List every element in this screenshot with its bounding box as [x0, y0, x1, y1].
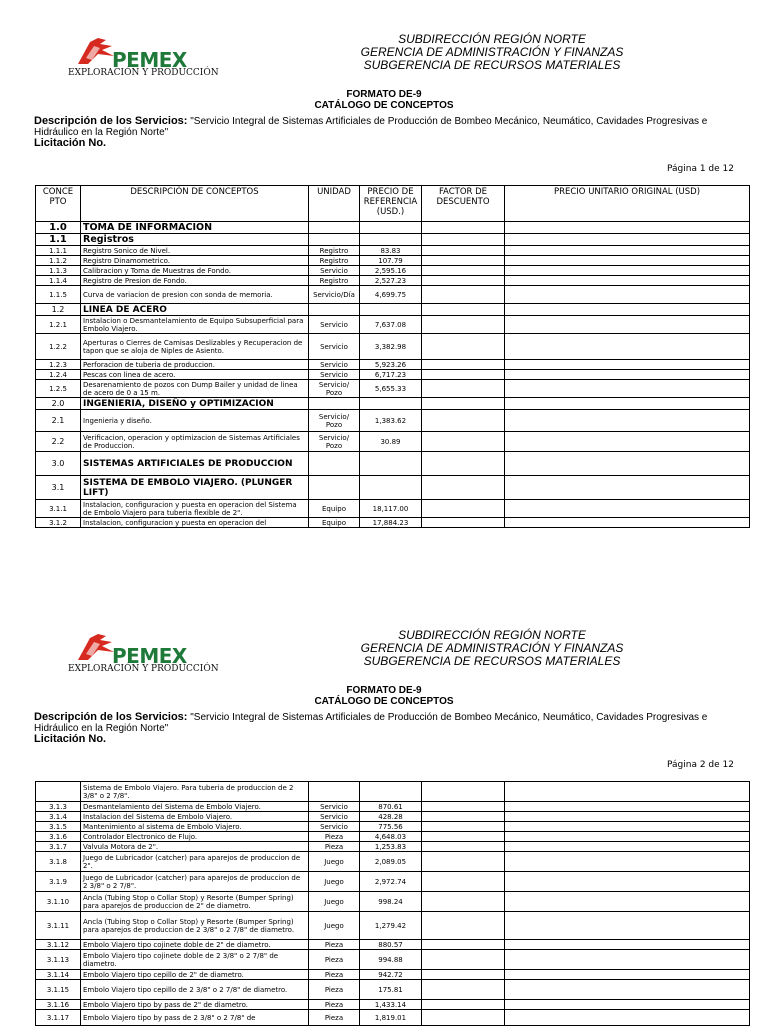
original-price-cell: [505, 256, 750, 266]
concept-unit: [309, 782, 360, 802]
table-row: [36, 1010, 750, 1026]
concept-description: Instalacion del Sistema de Embolo Viajero.: [81, 812, 309, 822]
concept-unit: Servicio: [309, 316, 360, 334]
concept-unit: [309, 476, 360, 500]
concept-description: Embolo Viajero tipo cepillo de 2" de diametro.: [81, 970, 309, 980]
discount-factor-cell: [422, 518, 505, 528]
concept-description: Registro Dinamometrico.: [81, 256, 309, 266]
concept-code: 3.1: [36, 476, 81, 500]
original-price-cell: [505, 452, 750, 476]
pemex-eagle-icon: [76, 632, 116, 662]
table-row: [36, 822, 750, 832]
discount-factor-cell: [422, 950, 505, 970]
table-row: [36, 316, 750, 334]
concept-description: Valvula Motora de 2".: [81, 842, 309, 852]
discount-factor-cell: [422, 304, 505, 316]
discount-factor-cell: [422, 266, 505, 276]
licitacion-label: Licitación No.: [34, 733, 107, 745]
discount-factor-cell: [422, 286, 505, 304]
concept-code: 3.1.8: [36, 852, 81, 872]
table-row: [36, 246, 750, 256]
logo-subtitle: EXPLORACIÓN Y PRODUCCIÓN: [68, 68, 219, 78]
concept-code: 1.1.2: [36, 256, 81, 266]
section-row: [36, 476, 750, 500]
concept-description: Juego de Lubricador (catcher) para aparejos de produccion de 2 3/8" o 2 7/8".: [81, 872, 309, 892]
catalog-title: CATÁLOGO DE CONCEPTOS: [314, 100, 454, 111]
reference-price: 2,527.23: [360, 276, 422, 286]
concept-unit: Registro: [309, 246, 360, 256]
table-body: [36, 782, 750, 1026]
discount-factor-cell: [422, 872, 505, 892]
discount-factor-cell: [422, 234, 505, 246]
col-precio-referencia: PRECIO DE REFERENCIA (USD.): [360, 186, 422, 222]
header-line-1: SUBDIRECCIÓN REGIÓN NORTE: [398, 32, 586, 46]
reference-price: 775.56: [360, 822, 422, 832]
concept-unit: Servicio: [309, 812, 360, 822]
concept-description: Pescas con linea de acero.: [81, 370, 309, 380]
concept-description: Verificacion, operacion y optimizacion de Sistemas Artificiales de Produccion.: [81, 432, 309, 452]
concept-unit: Pieza: [309, 1010, 360, 1026]
concept-description: Instalacion o Desmantelamiento de Equipo Subsuperficial para Embolo Viajero.: [81, 316, 309, 334]
reference-price: 1,279.42: [360, 912, 422, 940]
concept-unit: Registro: [309, 256, 360, 266]
services-description: [34, 712, 734, 745]
concept-description: Instalacion, configuracion y puesta en operacion del: [81, 518, 309, 528]
reference-price: 998.24: [360, 892, 422, 912]
concept-unit: Juego: [309, 912, 360, 940]
concept-code: 1.2.3: [36, 360, 81, 370]
reference-price: 7,637.08: [360, 316, 422, 334]
reference-price: 1,383.62: [360, 410, 422, 432]
original-price-cell: [505, 802, 750, 812]
concept-code: 3.1.10: [36, 892, 81, 912]
concepts-table: [35, 781, 750, 1026]
discount-factor-cell: [422, 380, 505, 398]
pemex-logo: [66, 632, 219, 678]
discount-factor-cell: [422, 410, 505, 432]
concept-code: 3.0: [36, 452, 81, 476]
concept-code: 2.2: [36, 432, 81, 452]
concept-code: 1.2.4: [36, 370, 81, 380]
desc-label: Descripción de los Servicios:: [34, 115, 188, 127]
concept-unit: Servicio/ Pozo: [309, 432, 360, 452]
table-row: [36, 812, 750, 822]
reference-price: 428.28: [360, 812, 422, 822]
concepts-table: [35, 185, 750, 528]
concept-code: 3.1.5: [36, 822, 81, 832]
table-row: [36, 380, 750, 398]
desc-text: "Servicio Integral de Sistemas Artificiales de Producción de Bombeo Mecánico, Neumático, Cavidades Progresivas e Hidráulico en la Región Norte": [34, 712, 708, 734]
original-price-cell: [505, 410, 750, 432]
reference-price: [360, 452, 422, 476]
reference-price: 2,595.16: [360, 266, 422, 276]
table-row: [36, 500, 750, 518]
concept-description: INGENIERIA, DISEÑO y OPTIMIZACION: [81, 398, 309, 410]
concept-unit: Registro: [309, 276, 360, 286]
discount-factor-cell: [422, 980, 505, 1000]
concept-description: Registros: [81, 234, 309, 246]
original-price-cell: [505, 892, 750, 912]
concept-unit: Servicio: [309, 822, 360, 832]
reference-price: 880.57: [360, 940, 422, 950]
reference-price: 942.72: [360, 970, 422, 980]
table-row: [36, 872, 750, 892]
original-price-cell: [505, 842, 750, 852]
original-price-cell: [505, 316, 750, 334]
concept-description: SISTEMA DE EMBOLO VIAJERO. (PLUNGER LIFT): [81, 476, 309, 500]
concept-description: SISTEMAS ARTIFICIALES DE PRODUCCION: [81, 452, 309, 476]
services-description: [34, 116, 734, 149]
concept-unit: Pieza: [309, 950, 360, 970]
reference-price: 18,117.00: [360, 500, 422, 518]
concept-unit: Pieza: [309, 832, 360, 842]
reference-price: [360, 222, 422, 234]
desc-text: "Servicio Integral de Sistemas Artificiales de Producción de Bombeo Mecánico, Neumático, Cavidades Progresivas e Hidráulico en la Región Norte": [34, 116, 708, 138]
table-row: [36, 950, 750, 970]
concept-unit: Pieza: [309, 842, 360, 852]
table-row: [36, 266, 750, 276]
discount-factor-cell: [422, 802, 505, 812]
concept-description: Ancla (Tubing Stop o Collar Stop) y Resorte (Bumper Spring) para aparejos de produccion de 2 3/8" o 2 7/8" de diametro.: [81, 912, 309, 940]
discount-factor-cell: [422, 276, 505, 286]
table-row: [36, 940, 750, 950]
reference-price: 5,655.33: [360, 380, 422, 398]
table-row: [36, 980, 750, 1000]
table-row: [36, 370, 750, 380]
concept-unit: Servicio/ Pozo: [309, 380, 360, 398]
table-row: [36, 912, 750, 940]
reference-price: 175.81: [360, 980, 422, 1000]
concept-unit: Servicio/Día: [309, 286, 360, 304]
table-body: [36, 222, 750, 528]
concept-code: 1.2.5: [36, 380, 81, 398]
concept-description: Embolo Viajero tipo cojinete doble de 2 3/8" o 2 7/8" de diametro.: [81, 950, 309, 970]
reference-price: [360, 476, 422, 500]
concept-description: Registro de Presion de Fondo.: [81, 276, 309, 286]
concept-code: 3.1.1: [36, 500, 81, 518]
table-row: [36, 432, 750, 452]
concept-unit: Servicio: [309, 334, 360, 360]
discount-factor-cell: [422, 812, 505, 822]
logo-brand: PEMEX: [112, 644, 187, 668]
table-row: [36, 286, 750, 304]
concept-unit: Servicio: [309, 802, 360, 812]
concept-description: Embolo Viajero tipo cepillo de 2 3/8" o 2 7/8" de diametro.: [81, 980, 309, 1000]
concept-description: Controlador Electronico de Flujo.: [81, 832, 309, 842]
table-row: [36, 842, 750, 852]
concept-code: 3.1.7: [36, 842, 81, 852]
concept-code: 1.1.1: [36, 246, 81, 256]
table-row: [36, 970, 750, 980]
col-precio-original: PRECIO UNITARIO ORIGINAL (USD): [505, 186, 750, 222]
section-row: [36, 452, 750, 476]
reference-price: [360, 398, 422, 410]
pemex-eagle-icon: [76, 36, 116, 66]
table-header: [36, 186, 750, 222]
reference-price: 17,884.23: [360, 518, 422, 528]
concept-code: 1.1.4: [36, 276, 81, 286]
reference-price: 1,253.83: [360, 842, 422, 852]
reference-price: 994.88: [360, 950, 422, 970]
licitacion-label: Licitación No.: [34, 137, 107, 149]
discount-factor-cell: [422, 782, 505, 802]
original-price-cell: [505, 234, 750, 246]
discount-factor-cell: [422, 256, 505, 266]
original-price-cell: [505, 832, 750, 842]
format-title: [0, 89, 768, 111]
logo-brand: PEMEX: [112, 48, 187, 72]
header-titles: [342, 629, 642, 668]
reference-price: [360, 782, 422, 802]
header-line-3: SUBGERENCIA DE RECURSOS MATERIALES: [363, 58, 621, 72]
concept-description: Sistema de Embolo Viajero. Para tuberia de produccion de 2 3/8" o 2 7/8".: [81, 782, 309, 802]
original-price-cell: [505, 246, 750, 256]
section-row: [36, 304, 750, 316]
reference-price: 4,699.75: [360, 286, 422, 304]
concept-unit: Servicio: [309, 266, 360, 276]
table-row: [36, 892, 750, 912]
reference-price: 6,717.23: [360, 370, 422, 380]
concept-description: Curva de variacion de presion con sonda de memoria.: [81, 286, 309, 304]
section-row: [36, 222, 750, 234]
concept-code: 1.2: [36, 304, 81, 316]
concept-unit: Pieza: [309, 970, 360, 980]
reference-price: 83.83: [360, 246, 422, 256]
discount-factor-cell: [422, 832, 505, 842]
table-row: [36, 782, 750, 802]
concept-description: Calibracion y Toma de Muestras de Fondo.: [81, 266, 309, 276]
col-concepto: CONCE PTO: [36, 186, 81, 222]
page-number: Página 1 de 12: [667, 164, 734, 174]
section-row: [36, 234, 750, 246]
original-price-cell: [505, 518, 750, 528]
concept-description: Instalacion, configuracion y puesta en operacion del Sistema de Embolo Viajero para tuberia flexible de 2".: [81, 500, 309, 518]
reference-price: 30.89: [360, 432, 422, 452]
reference-price: 5,923.26: [360, 360, 422, 370]
original-price-cell: [505, 266, 750, 276]
discount-factor-cell: [422, 432, 505, 452]
concept-code: 3.1.3: [36, 802, 81, 812]
concept-description: Embolo Viajero tipo by pass de 2 3/8" o 2 7/8" de: [81, 1010, 309, 1026]
catalog-title: CATÁLOGO DE CONCEPTOS: [314, 696, 454, 707]
concept-description: Ancla (Tubing Stop o Collar Stop) y Resorte (Bumper Spring) para aparejos de produccion de 2" de diametro.: [81, 892, 309, 912]
discount-factor-cell: [422, 500, 505, 518]
discount-factor-cell: [422, 334, 505, 360]
original-price-cell: [505, 1000, 750, 1010]
discount-factor-cell: [422, 452, 505, 476]
concept-code: [36, 782, 81, 802]
concept-code: 3.1.13: [36, 950, 81, 970]
table-row: [36, 410, 750, 432]
discount-factor-cell: [422, 852, 505, 872]
concept-unit: Pieza: [309, 940, 360, 950]
format-title: [0, 685, 768, 707]
discount-factor-cell: [422, 892, 505, 912]
table-row: [36, 334, 750, 360]
col-unidad: UNIDAD: [309, 186, 360, 222]
reference-price: 2,089.05: [360, 852, 422, 872]
pemex-logo: [66, 36, 219, 82]
discount-factor-cell: [422, 940, 505, 950]
concept-description: Ingenieria y diseño.: [81, 410, 309, 432]
concept-unit: [309, 234, 360, 246]
table-row: [36, 832, 750, 842]
concept-description: Juego de Lubricador (catcher) para aparejos de produccion de 2".: [81, 852, 309, 872]
concept-description: Mantenimiento al sistema de Embolo Viajero.: [81, 822, 309, 832]
concept-unit: Servicio: [309, 370, 360, 380]
concept-code: 3.1.17: [36, 1010, 81, 1026]
concept-unit: [309, 398, 360, 410]
concept-unit: Juego: [309, 892, 360, 912]
col-descripcion: DESCRIPCIÓN DE CONCEPTOS: [81, 186, 309, 222]
concept-code: 1.2.2: [36, 334, 81, 360]
concept-code: 3.1.4: [36, 812, 81, 822]
format-code: FORMATO DE-9: [346, 89, 422, 100]
discount-factor-cell: [422, 398, 505, 410]
original-price-cell: [505, 812, 750, 822]
reference-price: [360, 234, 422, 246]
concept-code: 3.1.15: [36, 980, 81, 1000]
original-price-cell: [505, 398, 750, 410]
col-factor-descuento: FACTOR DE DESCUENTO: [422, 186, 505, 222]
concept-unit: Servicio: [309, 360, 360, 370]
original-price-cell: [505, 822, 750, 832]
concept-description: Desmantelamiento del Sistema de Embolo Viajero.: [81, 802, 309, 812]
header-line-2: GERENCIA DE ADMINISTRACIÓN Y FINANZAS: [360, 45, 624, 59]
original-price-cell: [505, 852, 750, 872]
discount-factor-cell: [422, 222, 505, 234]
concept-description: Embolo Viajero tipo cojinete doble de 2" de diametro.: [81, 940, 309, 950]
table-row: [36, 256, 750, 266]
concept-code: 2.0: [36, 398, 81, 410]
discount-factor-cell: [422, 476, 505, 500]
original-price-cell: [505, 980, 750, 1000]
concept-unit: Juego: [309, 852, 360, 872]
concept-unit: [309, 222, 360, 234]
concept-description: TOMA DE INFORMACION: [81, 222, 309, 234]
concept-code: 1.1.5: [36, 286, 81, 304]
logo-subtitle: EXPLORACIÓN Y PRODUCCIÓN: [68, 664, 219, 674]
concept-code: 1.1.3: [36, 266, 81, 276]
concept-code: 3.1.14: [36, 970, 81, 980]
format-code: FORMATO DE-9: [346, 685, 422, 696]
original-price-cell: [505, 370, 750, 380]
section-row: [36, 398, 750, 410]
concept-code: 2.1: [36, 410, 81, 432]
original-price-cell: [505, 872, 750, 892]
concept-code: 1.1: [36, 234, 81, 246]
concept-unit: Equipo: [309, 518, 360, 528]
concept-code: 3.1.6: [36, 832, 81, 842]
reference-price: 1,433.14: [360, 1000, 422, 1010]
concept-description: Registro Sonico de Nivel.: [81, 246, 309, 256]
original-price-cell: [505, 476, 750, 500]
reference-price: 3,382.98: [360, 334, 422, 360]
original-price-cell: [505, 222, 750, 234]
header-line-1: SUBDIRECCIÓN REGIÓN NORTE: [398, 628, 586, 642]
discount-factor-cell: [422, 360, 505, 370]
discount-factor-cell: [422, 1000, 505, 1010]
original-price-cell: [505, 334, 750, 360]
concept-unit: [309, 452, 360, 476]
concept-description: LINEA DE ACERO: [81, 304, 309, 316]
table-row: [36, 276, 750, 286]
reference-price: 1,819.01: [360, 1010, 422, 1026]
original-price-cell: [505, 276, 750, 286]
original-price-cell: [505, 950, 750, 970]
page-number: Página 2 de 12: [667, 760, 734, 770]
concept-code: 3.1.2: [36, 518, 81, 528]
original-price-cell: [505, 360, 750, 370]
original-price-cell: [505, 912, 750, 940]
concept-description: Perforacion de tuberia de produccion.: [81, 360, 309, 370]
concept-code: 1.2.1: [36, 316, 81, 334]
concept-description: Aperturas o Cierres de Camisas Deslizables y Recuperacion de tapon que se aloja de Niples de Asiento.: [81, 334, 309, 360]
table-row: [36, 852, 750, 872]
reference-price: 2,972.74: [360, 872, 422, 892]
table-row: [36, 360, 750, 370]
concept-unit: [309, 304, 360, 316]
discount-factor-cell: [422, 822, 505, 832]
original-price-cell: [505, 380, 750, 398]
original-price-cell: [505, 432, 750, 452]
concept-code: 3.1.9: [36, 872, 81, 892]
concept-unit: Pieza: [309, 980, 360, 1000]
concept-code: 1.0: [36, 222, 81, 234]
concept-unit: Pieza: [309, 1000, 360, 1010]
concept-code: 3.1.16: [36, 1000, 81, 1010]
reference-price: [360, 304, 422, 316]
table-row: [36, 518, 750, 528]
concept-unit: Equipo: [309, 500, 360, 518]
discount-factor-cell: [422, 370, 505, 380]
discount-factor-cell: [422, 246, 505, 256]
discount-factor-cell: [422, 842, 505, 852]
discount-factor-cell: [422, 1010, 505, 1026]
discount-factor-cell: [422, 316, 505, 334]
concept-description: Desarenamiento de pozos con Dump Bailer y unidad de linea de acero de 0 a 15 m.: [81, 380, 309, 398]
original-price-cell: [505, 304, 750, 316]
original-price-cell: [505, 940, 750, 950]
reference-price: 870.61: [360, 802, 422, 812]
concept-code: 3.1.11: [36, 912, 81, 940]
concept-code: 3.1.12: [36, 940, 81, 950]
original-price-cell: [505, 1010, 750, 1026]
original-price-cell: [505, 782, 750, 802]
header-line-3: SUBGERENCIA DE RECURSOS MATERIALES: [363, 654, 621, 668]
reference-price: 107.79: [360, 256, 422, 266]
discount-factor-cell: [422, 970, 505, 980]
header-line-2: GERENCIA DE ADMINISTRACIÓN Y FINANZAS: [360, 641, 624, 655]
reference-price: 4,648.03: [360, 832, 422, 842]
discount-factor-cell: [422, 912, 505, 940]
table-row: [36, 1000, 750, 1010]
desc-label: Descripción de los Servicios:: [34, 711, 188, 723]
original-price-cell: [505, 286, 750, 304]
table-row: [36, 802, 750, 812]
header-titles: [342, 33, 642, 72]
original-price-cell: [505, 500, 750, 518]
original-price-cell: [505, 970, 750, 980]
concept-description: Embolo Viajero tipo by pass de 2" de diametro.: [81, 1000, 309, 1010]
concept-unit: Servicio/ Pozo: [309, 410, 360, 432]
concept-unit: Juego: [309, 872, 360, 892]
